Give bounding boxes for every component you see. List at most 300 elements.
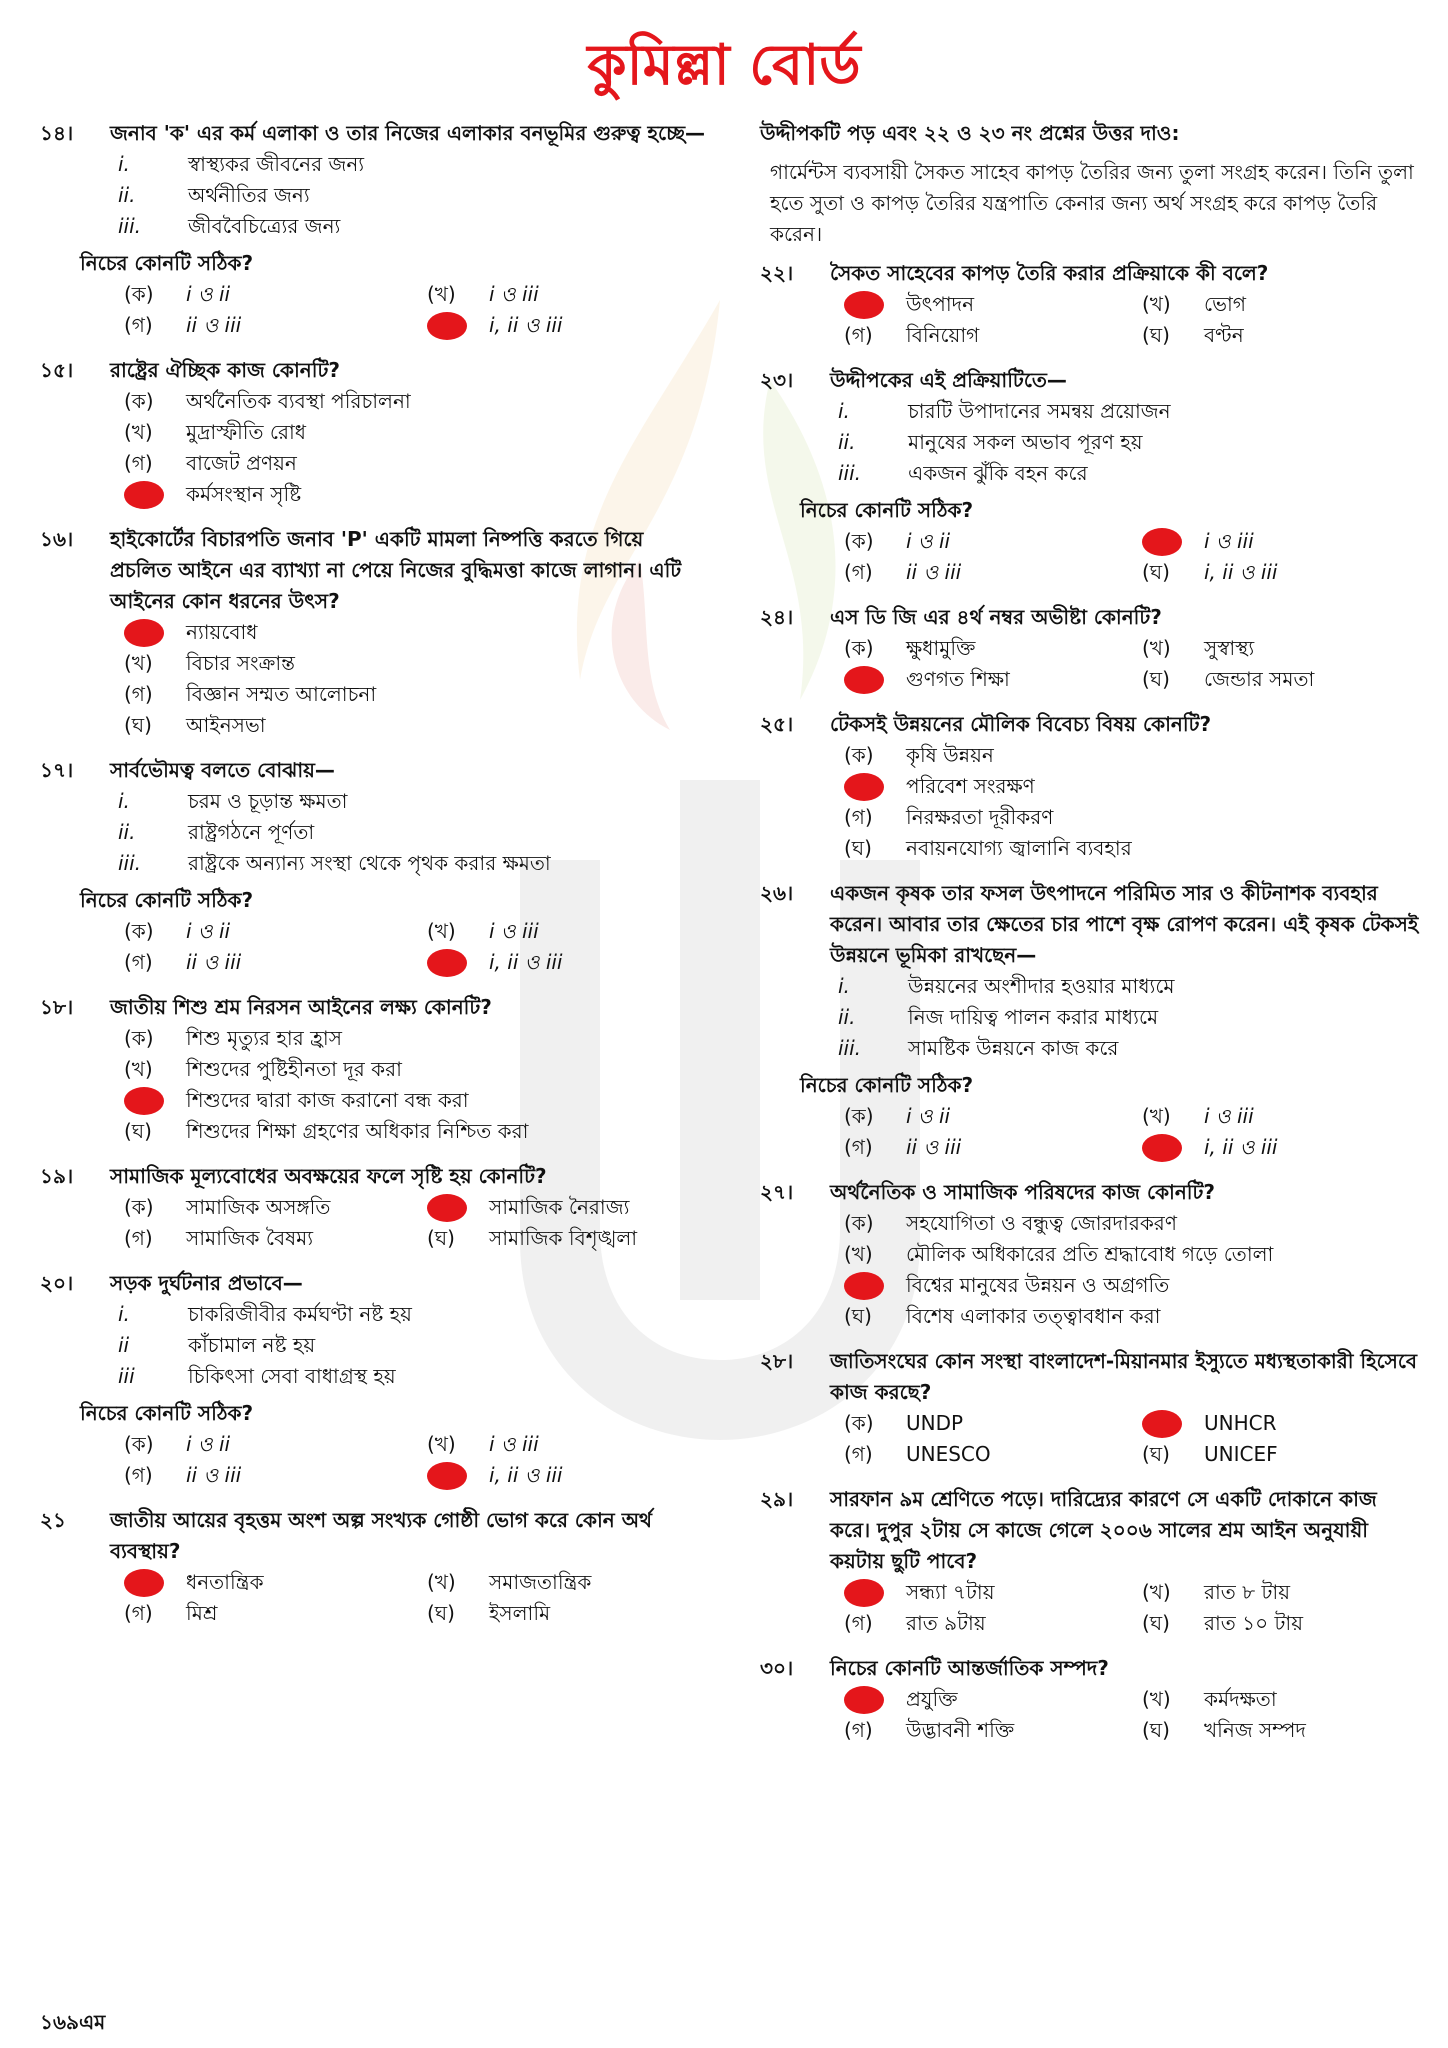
option-letter: (গ) [124, 313, 153, 337]
answer-option[interactable] [844, 557, 1122, 588]
option-text: বিশ্বের মানুষের উন্নয়ন ও অগ্রগতি [906, 1273, 1170, 1297]
statement-text: স্বাস্থ্যকর জীবনের জন্য [188, 152, 365, 176]
option-letter: (ক) [844, 1104, 874, 1128]
option-text: নবায়নযোগ্য জ্বালানি ব্যবহার [906, 836, 1132, 860]
left-column [40, 118, 710, 1643]
statement-text: চারটি উপাদানের সমন্বয় প্রয়োজন [908, 399, 1171, 423]
answer-option[interactable] [124, 310, 407, 341]
statement-numeral: ii. [838, 1005, 856, 1029]
option-text: সামাজিক নৈরাজ্য [489, 1195, 630, 1219]
question-text: একজন কৃষক তার ফসল উৎপাদনে পরিমিত সার ও কীটনাশক ব্যবহার করেন। আবার তার ক্ষেতের চার পাশে বৃক্ষ রোপণ করেন। এই কৃষক টেকসই উন্নয়নে ভূমিকা রাখছেন— [830, 881, 1419, 967]
option-letter: (ক) [844, 743, 874, 767]
question-number: ২৪। [760, 605, 794, 629]
option-text: বিনিয়োগ [906, 323, 980, 347]
question-text: জাতীয় আয়ের বৃহত্তম অংশ অল্প সংখ্যক গোষ্ঠী ভোগ করে কোন অর্থ ব্যবস্থায়? [110, 1508, 652, 1563]
question [760, 1177, 1420, 1332]
option-letter: (গ) [844, 805, 873, 829]
option-text: i ও iii [1204, 1104, 1254, 1128]
answer-option[interactable] [1142, 320, 1420, 351]
question-text: টেকসই উন্নয়নের মৌলিক বিবেচ্য বিষয় কোনটি? [830, 712, 1212, 736]
option-list [844, 289, 1420, 351]
answer-option[interactable] [844, 1715, 1122, 1746]
option-text: ধনতান্ত্রিক [186, 1570, 264, 1594]
statement [118, 1361, 710, 1392]
option-text: ii ও iii [906, 1135, 962, 1159]
answer-option[interactable] [427, 1598, 710, 1629]
question-head [760, 709, 1420, 740]
statement-numeral: ii. [118, 820, 136, 844]
option-text: i ও ii [186, 282, 231, 306]
answer-option[interactable] [124, 648, 710, 679]
statement-numeral: ii. [118, 183, 136, 207]
answer-option[interactable] [1142, 289, 1420, 320]
answer-option-correct[interactable] [124, 1567, 407, 1598]
answer-mark-icon [427, 949, 467, 977]
option-letter: (গ) [124, 682, 153, 706]
question-number: ১৫। [40, 358, 74, 382]
option-text: উদ্ভাবনী শক্তি [906, 1718, 1015, 1742]
answer-option[interactable] [1142, 1608, 1420, 1639]
answer-option-correct[interactable] [124, 617, 710, 648]
statement [118, 786, 710, 817]
statement [838, 427, 1420, 458]
question-text: জনাব 'ক' এর কর্ম এলাকা ও তার নিজের এলাকার বনভূমির গুরুত্ব হচ্ছে— [110, 121, 706, 145]
question-head [760, 878, 1420, 971]
question-text: উদ্দীপকের এই প্রক্রিয়াটিতে— [830, 368, 1067, 392]
statement-text: রাষ্ট্রগঠনে পূর্ণতা [188, 820, 315, 844]
answer-option[interactable] [124, 1192, 407, 1223]
answer-option[interactable] [124, 386, 710, 417]
statement [838, 1002, 1420, 1033]
option-text: মৌলিক অধিকারের প্রতি শ্রদ্ধাবোধ গড়ে তোলা [906, 1242, 1274, 1266]
statement [838, 458, 1420, 489]
statement-text: উন্নয়নের অংশীদার হওয়ার মাধ্যমে [908, 974, 1175, 998]
option-list [844, 740, 1420, 864]
option-text: মুদ্রাস্ফীতি রোধ [186, 420, 307, 444]
question [760, 709, 1420, 864]
statement [838, 971, 1420, 1002]
answer-mark-icon [427, 1194, 467, 1222]
question-text: হাইকোর্টের বিচারপতি জনাব 'P' একটি মামলা নিষ্পত্তি করতে গিয়ে প্রচলিত আইনে এর ব্যাখ্যা না পেয়ে নিজের বুদ্ধিমত্তা কাজে লাগান। এটি আইনের কোন ধরনের উৎস? [110, 527, 682, 613]
option-text: i ও iii [489, 282, 539, 306]
question-number: ২০। [40, 1271, 74, 1295]
question [40, 355, 710, 510]
question-head [40, 992, 710, 1023]
option-text: খনিজ সম্পদ [1204, 1718, 1306, 1742]
option-letter: (ক) [124, 1432, 154, 1456]
option-text: i ও iii [1204, 529, 1254, 553]
answer-mark-icon [124, 1087, 164, 1115]
question-head [760, 258, 1420, 289]
option-text: i ও iii [489, 919, 539, 943]
option-text: বণ্টন [1204, 323, 1244, 347]
statement-numeral: i. [838, 974, 850, 998]
option-letter: (ঘ) [124, 1119, 152, 1143]
option-letter: (ক) [124, 1026, 154, 1050]
answer-option[interactable] [124, 279, 407, 310]
question-head [760, 1177, 1420, 1208]
option-letter: (খ) [427, 1432, 456, 1456]
question [40, 524, 710, 741]
answer-option-correct[interactable] [844, 771, 1420, 802]
option-text: i ও ii [186, 919, 231, 943]
question-head [40, 755, 710, 786]
answer-mark-icon [844, 1579, 884, 1607]
question-head [40, 1268, 710, 1299]
answer-mark-icon [844, 666, 884, 694]
statement [838, 1033, 1420, 1064]
answer-option[interactable] [844, 1439, 1122, 1470]
answer-option[interactable] [844, 740, 1420, 771]
statement-numeral: ii [118, 1333, 130, 1357]
answer-option[interactable] [844, 1239, 1420, 1270]
statement-numeral: ii. [838, 430, 856, 454]
option-text: i, ii ও iii [1204, 560, 1278, 584]
option-text: বিজ্ঞান সম্মত আলোচনা [186, 682, 377, 706]
statement-list [838, 396, 1420, 489]
answer-option-correct[interactable] [1142, 1132, 1420, 1163]
option-text: রাত ৮ টায় [1204, 1580, 1290, 1604]
option-text: কৃষি উন্নয়ন [906, 743, 994, 767]
answer-option[interactable] [124, 710, 710, 741]
statement-text: একজন ঝুঁকি বহন করে [908, 461, 1088, 485]
answer-option-correct[interactable] [427, 1460, 710, 1491]
question-number: ৩০। [760, 1656, 794, 1680]
answer-option[interactable] [124, 1429, 407, 1460]
option-letter: (ঘ) [427, 1601, 455, 1625]
statement-list [118, 149, 710, 242]
option-text: i, ii ও iii [1204, 1135, 1278, 1159]
question-number: ১৪। [40, 121, 74, 145]
answer-mark-icon [427, 1462, 467, 1490]
question-text: নিচের কোনটি আন্তর্জাতিক সম্পদ? [830, 1656, 1109, 1680]
question [760, 878, 1420, 1163]
answer-option-correct[interactable] [844, 1577, 1122, 1608]
answer-option[interactable] [1142, 1577, 1420, 1608]
answer-option[interactable] [124, 1116, 710, 1147]
answer-option[interactable] [844, 1101, 1122, 1132]
statement [118, 180, 710, 211]
question-head [40, 355, 710, 386]
page-footer: ১৬৯এম [40, 2010, 106, 2034]
statement-numeral: iii. [118, 851, 142, 875]
option-text: জেন্ডার সমতা [1204, 667, 1315, 691]
answer-mark-icon [124, 619, 164, 647]
answer-option[interactable] [844, 1408, 1122, 1439]
option-letter: (খ) [1142, 292, 1171, 316]
answer-option[interactable] [1142, 1684, 1420, 1715]
answer-option-correct[interactable] [1142, 1408, 1420, 1439]
option-letter: (গ) [124, 1463, 153, 1487]
question-head [760, 365, 1420, 396]
question-number: ২৩। [760, 368, 794, 392]
option-letter: (গ) [844, 1718, 873, 1742]
question [760, 1653, 1420, 1746]
answer-option[interactable] [124, 916, 407, 947]
question [40, 992, 710, 1147]
option-text: বাজেট প্রণয়ন [186, 451, 297, 475]
statement [118, 211, 710, 242]
option-letter: (ক) [844, 636, 874, 660]
option-text: i ও ii [186, 1432, 231, 1456]
statement-text: অর্থনীতির জন্য [188, 183, 310, 207]
option-letter: (খ) [1142, 1687, 1171, 1711]
question-text: সারফান ৯ম শ্রেণিতে পড়ে। দারিদ্র্যের কারণে সে একটি দোকানে কাজ করে। দুপুর ২টায় সে কাজে গেলে ২০০৬ সালের শ্রম আইন অনুযায়ী কয়টায় ছুটি পাবে? [830, 1487, 1377, 1573]
option-text: UNESCO [906, 1442, 991, 1466]
answer-option[interactable] [1142, 1715, 1420, 1746]
question [760, 258, 1420, 351]
option-text: i ও iii [489, 1432, 539, 1456]
answer-option[interactable] [427, 1223, 710, 1254]
option-letter: (খ) [427, 1570, 456, 1594]
answer-option-correct[interactable] [844, 664, 1122, 695]
statement-text: চাকরিজীবীর কর্মঘণ্টা নষ্ট হয় [188, 1302, 412, 1326]
answer-option[interactable] [844, 1301, 1420, 1332]
question-head [40, 1161, 710, 1192]
question-text: সামাজিক মূল্যবোধের অবক্ষয়ের ফলে সৃষ্টি হয় কোনটি? [110, 1164, 547, 1188]
answer-mark-icon [844, 1686, 884, 1714]
statement-numeral: i. [118, 789, 130, 813]
answer-option-correct[interactable] [1142, 526, 1420, 557]
answer-option-correct[interactable] [124, 479, 710, 510]
question-prompt: নিচের কোনটি সঠিক? [800, 498, 974, 522]
option-list [844, 1208, 1420, 1332]
answer-option[interactable] [1142, 1439, 1420, 1470]
question-text: সৈকত সাহেবের কাপড় তৈরি করার প্রক্রিয়াকে কী বলে? [830, 261, 1269, 285]
question-head [40, 1505, 710, 1567]
option-letter: (ক) [124, 1195, 154, 1219]
answer-option[interactable] [1142, 1101, 1420, 1132]
question [760, 602, 1420, 695]
option-list [124, 916, 710, 978]
question-head [760, 1653, 1420, 1684]
answer-option[interactable] [844, 802, 1420, 833]
option-list [124, 1567, 710, 1629]
option-text: সুস্বাস্থ্য [1204, 636, 1255, 660]
question [40, 1161, 710, 1254]
question-prompt: নিচের কোনটি সঠিক? [800, 1073, 974, 1097]
option-text: শিশু মৃত্যুর হার হ্রাস [186, 1026, 342, 1050]
answer-option[interactable] [1142, 633, 1420, 664]
statement [118, 1330, 710, 1361]
statement-text: কাঁচামাল নষ্ট হয় [188, 1333, 316, 1357]
question-number: ২৫। [760, 712, 794, 736]
option-text: UNDP [906, 1411, 964, 1435]
answer-option[interactable] [124, 1223, 407, 1254]
option-letter: (খ) [1142, 1104, 1171, 1128]
answer-option[interactable] [844, 833, 1420, 864]
option-text: সামাজিক বৈষম্য [186, 1226, 314, 1250]
answer-option[interactable] [427, 1567, 710, 1598]
option-text: ইসলামি [489, 1601, 551, 1625]
statement-list [118, 786, 710, 879]
question [760, 1484, 1420, 1639]
option-letter: (খ) [1142, 636, 1171, 660]
option-text: সহযোগিতা ও বন্ধুত্ব জোরদারকরণ [906, 1211, 1177, 1235]
option-letter: (খ) [124, 1057, 153, 1081]
question-number: ২২। [760, 261, 794, 285]
question-prompt: নিচের কোনটি সঠিক? [80, 888, 254, 912]
answer-option[interactable] [124, 1023, 710, 1054]
option-letter: (ক) [844, 529, 874, 553]
option-text: ii ও iii [186, 313, 242, 337]
question-text: অর্থনৈতিক ও সামাজিক পরিষদের কাজ কোনটি? [830, 1180, 1216, 1204]
option-letter: (খ) [427, 919, 456, 943]
answer-option[interactable] [427, 1429, 710, 1460]
option-letter: (গ) [844, 323, 873, 347]
answer-option-correct[interactable] [427, 947, 710, 978]
option-text: ন্যায়বোধ [186, 620, 258, 644]
answer-option[interactable] [844, 1608, 1122, 1639]
question-text: রাষ্ট্রের ঐচ্ছিক কাজ কোনটি? [110, 358, 340, 382]
answer-option-correct[interactable] [844, 289, 1122, 320]
question [40, 118, 710, 341]
option-letter: (ঘ) [1142, 1718, 1170, 1742]
option-letter: (ঘ) [844, 1304, 872, 1328]
option-list [124, 1429, 710, 1491]
option-text: শিশুদের দ্বারা কাজ করানো বন্ধ করা [186, 1088, 469, 1112]
option-text: ভোগ [1204, 292, 1246, 316]
option-list [124, 386, 710, 510]
question-head [760, 1484, 1420, 1577]
answer-option[interactable] [124, 448, 710, 479]
statement [118, 848, 710, 879]
option-text: ক্ষুধামুক্তি [906, 636, 976, 660]
question-text: জাতীয় শিশু শ্রম নিরসন আইনের লক্ষ্য কোনটি? [110, 995, 492, 1019]
option-text: ii ও iii [906, 560, 962, 584]
statement-numeral: iii. [838, 461, 862, 485]
statement-numeral: iii. [838, 1036, 862, 1060]
answer-option-correct[interactable] [124, 1085, 710, 1116]
option-list [844, 633, 1420, 695]
option-letter: (ক) [844, 1411, 874, 1435]
option-letter: (গ) [844, 1135, 873, 1159]
answer-option[interactable] [844, 1132, 1122, 1163]
option-text: শিশুদের পুষ্টিহীনতা দূর করা [186, 1057, 402, 1081]
answer-option[interactable] [124, 1460, 407, 1491]
option-letter: (ক) [124, 282, 154, 306]
option-letter: (গ) [844, 1442, 873, 1466]
option-letter: (খ) [844, 1242, 873, 1266]
option-text: রাত ৯টায় [906, 1611, 986, 1635]
answer-option[interactable] [844, 1208, 1420, 1239]
option-text: সামাজিক বিশৃঙ্খলা [489, 1226, 638, 1250]
option-letter: (ঘ) [427, 1226, 455, 1250]
answer-option[interactable] [1142, 557, 1420, 588]
option-text: i, ii ও iii [489, 313, 563, 337]
answer-option[interactable] [124, 947, 407, 978]
answer-mark-icon [124, 481, 164, 509]
answer-mark-icon [427, 312, 467, 340]
question-head [760, 1346, 1420, 1408]
option-text: উৎপাদন [906, 292, 975, 316]
option-list [844, 1408, 1420, 1470]
question-number: ২৭। [760, 1180, 794, 1204]
option-letter: (ক) [124, 919, 154, 943]
answer-mark-icon [1142, 528, 1182, 556]
answer-option[interactable] [124, 1054, 710, 1085]
option-letter: (ঘ) [844, 836, 872, 860]
option-text: UNHCR [1204, 1411, 1277, 1435]
statement-text: রাষ্ট্রকে অন্যান্য সংস্থা থেকে পৃথক করার ক্ষমতা [188, 851, 551, 875]
statement-numeral: i. [838, 399, 850, 423]
stimulus-text: গার্মেন্টস ব্যবসায়ী সৈকত সাহেব কাপড় তৈরির জন্য তুলা সংগ্রহ করেন। তিনি তুলা হতে সুতা ও কাপড় তৈরির যন্ত্রপাতি কেনার জন্য অর্থ সংগ্রহ করে কাপড় তৈরি করেন। [770, 160, 1414, 246]
option-text: রাত ১০ টায় [1204, 1611, 1303, 1635]
question-number: ২৬। [760, 881, 794, 905]
answer-option-correct[interactable] [427, 310, 710, 341]
question-number: ২৯। [760, 1487, 794, 1511]
option-letter: (ঘ) [1142, 667, 1170, 691]
option-list [844, 1577, 1420, 1639]
statement [118, 817, 710, 848]
statement-numeral: i. [118, 1302, 130, 1326]
answer-option[interactable] [124, 1598, 407, 1629]
question-number: ১৬। [40, 527, 74, 551]
option-text: বিচার সংক্রান্ত [186, 651, 295, 675]
option-text: গুণগত শিক্ষা [906, 667, 1010, 691]
option-letter: (গ) [124, 451, 153, 475]
answer-option[interactable] [844, 633, 1122, 664]
statement-text: মানুষের সকল অভাব পূরণ হয় [908, 430, 1143, 454]
option-text: আইনসভা [186, 713, 266, 737]
option-text: i ও ii [906, 529, 951, 553]
option-text: i ও ii [906, 1104, 951, 1128]
answer-option[interactable] [124, 679, 710, 710]
answer-option-correct[interactable] [844, 1684, 1122, 1715]
statement-text: সামষ্টিক উন্নয়নে কাজ করে [908, 1036, 1119, 1060]
statement-text: নিজ দায়িত্ব পালন করার মাধ্যমে [908, 1005, 1159, 1029]
page-title: কুমিল্লা বোর্ড [587, 33, 861, 98]
answer-option[interactable] [427, 279, 710, 310]
option-letter: (গ) [844, 1611, 873, 1635]
statement-numeral: iii [118, 1364, 135, 1388]
question-head [760, 602, 1420, 633]
answer-option-correct[interactable] [844, 1270, 1420, 1301]
option-letter: (ক) [124, 389, 154, 413]
statement-text: জীববৈচিত্র্যের জন্য [188, 214, 341, 238]
answer-option[interactable] [124, 417, 710, 448]
question-number: ২৮। [760, 1349, 794, 1373]
option-text: বিশেষ এলাকার তত্ত্বাবধান করা [906, 1304, 1161, 1328]
question [40, 755, 710, 978]
option-letter: (খ) [1142, 1580, 1171, 1604]
option-letter: (ক) [844, 1211, 874, 1235]
option-letter: (খ) [124, 420, 153, 444]
question-number: ১৭। [40, 758, 74, 782]
question-number: ১৯। [40, 1164, 74, 1188]
option-letter: (গ) [124, 1226, 153, 1250]
option-list [124, 617, 710, 741]
answer-option[interactable] [844, 526, 1122, 557]
answer-mark-icon [844, 1272, 884, 1300]
answer-option-correct[interactable] [427, 1192, 710, 1223]
option-text: ii ও iii [186, 1463, 242, 1487]
option-list [844, 1684, 1420, 1746]
answer-mark-icon [1142, 1410, 1182, 1438]
question-prompt: নিচের কোনটি সঠিক? [80, 1401, 254, 1425]
answer-mark-icon [124, 1569, 164, 1597]
answer-option[interactable] [1142, 664, 1420, 695]
option-text: নিরক্ষরতা দূরীকরণ [906, 805, 1054, 829]
statement [118, 149, 710, 180]
answer-option[interactable] [844, 320, 1122, 351]
statement [118, 1299, 710, 1330]
option-text: i, ii ও iii [489, 950, 563, 974]
option-text: সমাজতান্ত্রিক [489, 1570, 592, 1594]
option-letter: (খ) [124, 651, 153, 675]
answer-mark-icon [1142, 1134, 1182, 1162]
answer-option[interactable] [427, 916, 710, 947]
